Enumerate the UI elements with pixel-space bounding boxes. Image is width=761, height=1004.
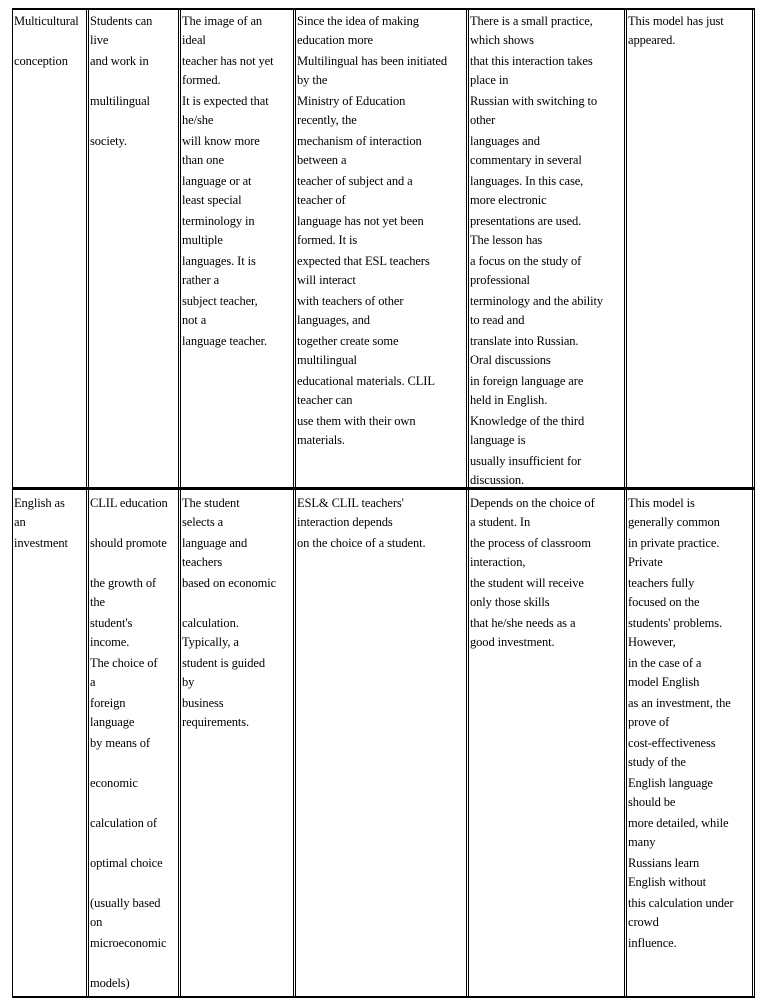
cell-text-line: he/she [182,113,214,127]
slot-gap [467,769,468,771]
cell-text-line: formed. [182,73,221,87]
slot-gap [625,127,626,129]
table-cell-r0-c5 [628,8,752,487]
cell-text-line: rather a [182,273,220,287]
cell-text-line: on [90,915,103,929]
slot-gap [87,689,88,691]
cell-text-line: terminology and the ability [470,294,604,308]
cell-text-line: educational materials. CLIL [297,374,435,388]
table-cell-r0-c1 [90,8,178,487]
slot-gap [294,849,295,851]
slot-gap [294,569,295,571]
cell-text-line: commentary in several [470,153,582,167]
slot-gap [753,127,754,129]
slot-gap [179,849,180,851]
cell-text-line: Knowledge of the third [470,414,585,428]
cell-text-line: influence. [628,936,677,950]
cell-text-line: calculation of [90,816,157,830]
cell-text-line: interaction depends [297,515,393,529]
table-cell-r1-c2 [182,490,293,996]
slot-gap [753,287,754,289]
slot-gap [753,47,754,49]
cell-text-line: appeared. [628,33,676,47]
cell-text-line: languages, and [297,313,370,327]
cell-text-line: crowd [628,915,659,929]
slot-gap [753,889,754,891]
slot-gap [179,367,180,369]
slot-gap [179,569,180,571]
cell-text-line: Depends on the choice of [470,496,595,510]
slot-gap [467,889,468,891]
slot-gap [467,327,468,329]
cell-text-line: a [90,675,96,689]
slot-gap [625,247,626,249]
cell-text-line: place in [470,73,509,87]
slot-gap [625,207,626,209]
slot-gap [625,809,626,811]
cell-text-line: in the case of a [628,656,702,670]
cell-text-line: microeconomic [90,936,167,950]
cell-text-line: Private [628,555,663,569]
cell-text-line: Ministry of Education [297,94,406,108]
cell-text-line: as an investment, the [628,696,731,710]
slot-gap [753,407,754,409]
cell-text-line: teacher has not yet [182,54,274,68]
slot-gap [87,569,88,571]
cell-text-line: language teacher. [182,334,268,348]
cell-text-line: recently, the [297,113,357,127]
cell-text-line: in private practice. [628,536,720,550]
slot-gap [179,769,180,771]
slot-gap [625,367,626,369]
cell-text-line: foreign [90,696,126,710]
slot-gap [625,689,626,691]
cell-text-line: language is [470,433,526,447]
cell-text-line: Since the idea of making [297,14,419,28]
slot-gap [179,47,180,49]
cell-text-line: ESL& CLIL teachers' [297,496,404,510]
slot-gap [294,649,295,651]
slot-gap [467,127,468,129]
slot-gap [87,849,88,851]
slot-gap [625,649,626,651]
slot-gap [179,809,180,811]
cell-text-line: student is guided [182,656,266,670]
cell-text-line: ideal [182,33,206,47]
table-cell-r0-c3 [297,8,466,487]
slot-gap [753,247,754,249]
slot-gap [87,407,88,409]
cell-text-line: However, [628,635,676,649]
cell-text-line: multilingual [90,94,150,108]
slot-gap [467,407,468,409]
column-border-inner-5 [754,8,755,998]
slot-gap [87,649,88,651]
slot-gap [753,207,754,209]
cell-text-line: on the choice of a student. [297,536,426,550]
slot-gap [179,207,180,209]
cell-text-line: terminology in [182,214,255,228]
slot-gap [179,649,180,651]
cell-text-line: discussion. [470,473,525,487]
slot-gap [87,287,88,289]
slot-gap [625,167,626,169]
slot-gap [294,87,295,89]
slot-gap [753,529,754,531]
slot-gap [179,889,180,891]
slot-gap [179,127,180,129]
slot-gap [753,649,754,651]
cell-text-line: will know more [182,134,260,148]
cell-text-line: teachers fully [628,576,695,590]
slot-gap [467,649,468,651]
slot-gap [467,247,468,249]
slot-gap [294,689,295,691]
cell-text-line: good investment. [470,635,555,649]
slot-gap [87,889,88,891]
slot-gap [179,929,180,931]
slot-gap [87,929,88,931]
slot-gap [87,529,88,531]
slot-gap [625,287,626,289]
cell-text-line: this calculation under [628,896,734,910]
cell-text-line: This model has just [628,14,724,28]
slot-gap [753,167,754,169]
cell-text-line: study of the [628,755,686,769]
cell-text-line: economic [90,776,138,790]
cell-text-line: the [90,595,105,609]
slot-gap [294,47,295,49]
slot-gap [467,609,468,611]
slot-gap [467,849,468,851]
slot-gap [625,47,626,49]
slot-gap [294,529,295,531]
cell-text-line: model English [628,675,700,689]
cell-text-line: and work in [90,54,149,68]
column-border-inner-2 [295,8,296,998]
cell-text-line: based on economic [182,576,277,590]
cell-text-line: than one [182,153,224,167]
slot-gap [753,569,754,571]
table-cell-r1-c0 [14,490,86,996]
slot-gap [467,689,468,691]
cell-text-line: languages and [470,134,540,148]
cell-text-line: CLIL education [90,496,168,510]
cell-text-line: teacher of [297,193,346,207]
cell-text-line: by [182,675,195,689]
slot-gap [294,327,295,329]
cell-text-line: The image of an [182,14,263,28]
cell-text-line: use them with their own [297,414,416,428]
cell-text-line: should be [628,795,676,809]
cell-text-line: The student [182,496,240,510]
slot-gap [87,769,88,771]
cell-text-line: students' problems. [628,616,723,630]
cell-text-line: student's [90,616,133,630]
cell-text-line: English without [628,875,707,889]
cell-text-line: cost-effectiveness [628,736,716,750]
cell-text-line: that he/she needs as a [470,616,576,630]
cell-text-line: the process of classroom [470,536,591,550]
cell-text-line: other [470,113,496,127]
cell-text-line: mechanism of interaction [297,134,422,148]
slot-gap [294,929,295,931]
cell-text-line: It is expected that [182,94,269,108]
slot-gap [294,127,295,129]
table-cell-r0-c0 [14,8,86,487]
cell-text-line: prove of [628,715,670,729]
cell-text-line: usually insufficient for [470,454,582,468]
cell-text-line: Russians learn [628,856,700,870]
cell-text-line: a focus on the study of [470,254,582,268]
cell-text-line: models) [90,976,130,990]
slot-gap [467,287,468,289]
cell-text-line: teachers [182,555,223,569]
slot-gap [294,167,295,169]
cell-text-line: English as [14,496,65,510]
slot-gap [467,207,468,209]
column-border-inner-3 [468,8,469,998]
cell-text-line: calculation. [182,616,239,630]
slot-gap [179,729,180,731]
slot-gap [625,889,626,891]
cell-text-line: materials. [297,433,345,447]
slot-gap [87,207,88,209]
slot-gap [753,609,754,611]
cell-text-line: a student. In [470,515,531,529]
cell-text-line: least special [182,193,242,207]
cell-text-line: professional [470,273,530,287]
slot-gap [294,889,295,891]
cell-text-line: the growth of [90,576,157,590]
cell-text-line: between a [297,153,347,167]
slot-gap [753,929,754,931]
cell-text-line: together create some [297,334,399,348]
cell-text-line: Multilingual has been initiated [297,54,447,68]
slot-gap [467,47,468,49]
cell-text-line: Students can [90,14,153,28]
slot-gap [294,287,295,289]
slot-gap [625,407,626,409]
slot-gap [625,569,626,571]
slot-gap [179,287,180,289]
slot-gap [625,609,626,611]
cell-text-line: focused on the [628,595,700,609]
slot-gap [294,729,295,731]
slot-gap [87,327,88,329]
slot-gap [87,809,88,811]
slot-gap [179,529,180,531]
column-border-inner-0 [88,8,89,998]
table-cell-r1-c1 [90,490,178,996]
slot-gap [294,367,295,369]
slot-gap [753,849,754,851]
slot-gap [179,87,180,89]
cell-text-line: should promote [90,536,167,550]
cell-text-line: interaction, [470,555,526,569]
cell-text-line: multilingual [297,353,357,367]
cell-text-line: language [90,715,135,729]
table-cell-r1-c3 [297,490,466,996]
table-cell-r0-c4 [470,8,624,487]
cell-text-line: Russian with switching to [470,94,598,108]
slot-gap [294,207,295,209]
column-border-inner-1 [180,8,181,998]
cell-text-line: language and [182,536,248,550]
slot-gap [753,87,754,89]
table-cell-r0-c2 [182,8,293,487]
slot-gap [179,689,180,691]
cell-text-line: subject teacher, [182,294,258,308]
cell-text-line: optimal choice [90,856,163,870]
cell-text-line: in foreign language are [470,374,584,388]
slot-gap [87,167,88,169]
slot-gap [87,127,88,129]
cell-text-line: The choice of [90,656,158,670]
cell-text-line: language has not yet been [297,214,424,228]
table-bottom-border [12,996,754,998]
cell-text-line: Oral discussions [470,353,551,367]
slot-gap [179,609,180,611]
slot-gap [625,529,626,531]
slot-gap [625,729,626,731]
cell-text-line: that this interaction takes [470,54,593,68]
slot-gap [179,247,180,249]
cell-text-line: presentations are used. [470,214,582,228]
cell-text-line: with teachers of other [297,294,404,308]
cell-text-line: which shows [470,33,534,47]
cell-text-line: investment [14,536,68,550]
cell-text-line: (usually based [90,896,161,910]
cell-text-line: will interact [297,273,356,287]
slot-gap [467,87,468,89]
cell-text-line: conception [14,54,68,68]
cell-text-line: Typically, a [182,635,239,649]
cell-text-line: by means of [90,736,150,750]
slot-gap [179,407,180,409]
slot-gap [753,809,754,811]
cell-text-line: to read and [470,313,525,327]
cell-text-line: expected that ESL teachers [297,254,430,268]
cell-text-line: languages. It is [182,254,256,268]
slot-gap [467,367,468,369]
slot-gap [625,327,626,329]
slot-gap [753,729,754,731]
cell-text-line: income. [90,635,130,649]
slot-gap [467,529,468,531]
slot-gap [87,367,88,369]
slot-gap [179,167,180,169]
slot-gap [625,849,626,851]
cell-text-line: many [628,835,656,849]
cell-text-line: more electronic [470,193,547,207]
cell-text-line: generally common [628,515,720,529]
table-cell-r1-c4 [470,490,624,996]
cell-text-line: teacher of subject and a [297,174,413,188]
slot-gap [294,769,295,771]
cell-text-line: Multicultural [14,14,79,28]
cell-text-line: an [14,515,26,529]
slot-gap [625,87,626,89]
slot-gap [467,809,468,811]
slot-gap [87,247,88,249]
slot-gap [467,729,468,731]
table-cell-r1-c5 [628,490,752,996]
slot-gap [753,367,754,369]
cell-text-line: This model is [628,496,695,510]
cell-text-line: more detailed, while [628,816,729,830]
cell-text-line: live [90,33,109,47]
slot-gap [87,609,88,611]
cell-text-line: requirements. [182,715,250,729]
cell-text-line: The lesson has [470,233,543,247]
cell-text-line: selects a [182,515,224,529]
slot-gap [753,769,754,771]
slot-gap [467,569,468,571]
slot-gap [753,689,754,691]
slot-gap [625,929,626,931]
cell-text-line: formed. It is [297,233,358,247]
cell-text-line: the student will receive [470,576,584,590]
slot-gap [467,929,468,931]
cell-text-line: not a [182,313,207,327]
cell-text-line: only those skills [470,595,550,609]
cell-text-line: society. [90,134,127,148]
cell-text-line: held in English. [470,393,548,407]
slot-gap [87,729,88,731]
table-left-border [12,8,13,998]
column-border-inner-4 [626,8,627,998]
slot-gap [294,609,295,611]
cell-text-line: There is a small practice, [470,14,593,28]
cell-text-line: business [182,696,224,710]
cell-text-line: languages. In this case, [470,174,584,188]
cell-text-line: multiple [182,233,223,247]
slot-gap [753,327,754,329]
cell-text-line: translate into Russian. [470,334,579,348]
slot-gap [625,769,626,771]
slot-gap [467,167,468,169]
cell-text-line: English language [628,776,713,790]
slot-gap [87,87,88,89]
slot-gap [294,407,295,409]
cell-text-line: by the [297,73,328,87]
slot-gap [87,47,88,49]
cell-text-line: education more [297,33,373,47]
cell-text-line: language or at [182,174,252,188]
slot-gap [179,327,180,329]
slot-gap [294,247,295,249]
slot-gap [294,809,295,811]
cell-text-line: teacher can [297,393,353,407]
